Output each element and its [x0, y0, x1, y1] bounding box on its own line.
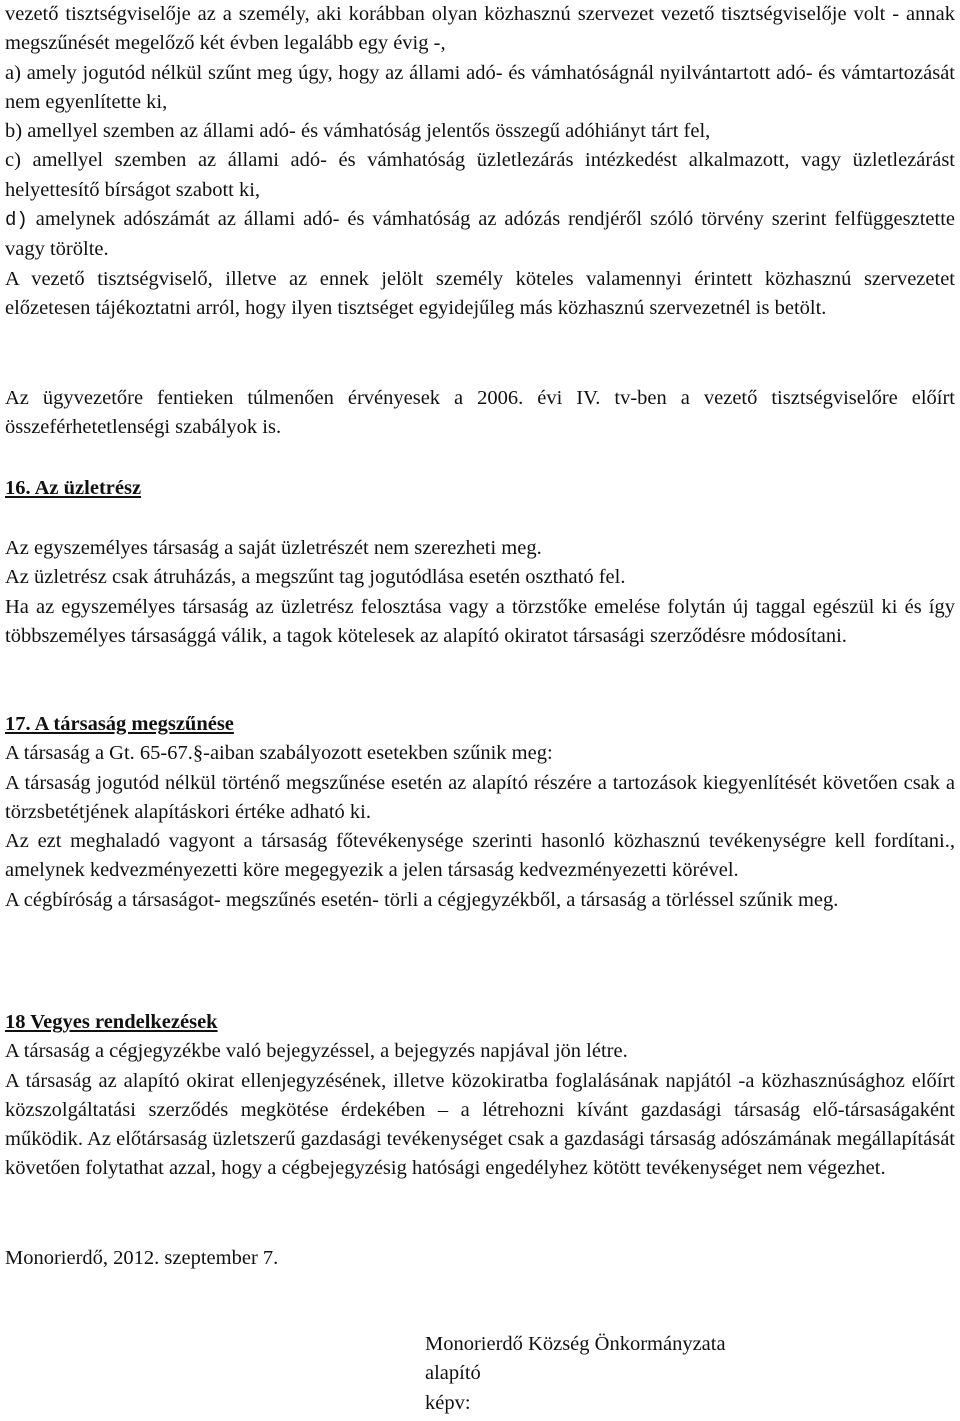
list-item-d: [5, 205, 955, 265]
list-marker-d: d): [5, 209, 28, 232]
section-18-paragraph: A társaság az alapító okirat ellenjegyzésének, illetve közokiratba foglalásának napjától -a közhasznúsághoz előírt közszolgáltatási szerződés megkötése érdekében – a létrehozni kívánt gazdasági társaság elő-társaságaként működik. Az előtársaság üzletszerű gazdasági tevékenységet csak a gazdasági társaság adószámának megállapítását követően folytathat azzal, hogy a cégbejegyzésig hatósági engedélyhez kötött tevékenységet nem végezhet.: [5, 1069, 955, 1180]
list-item-b: b) amellyel szemben az állami adó- és vámhatóság jelentős összegű adóhiányt tárt fel,: [5, 120, 711, 143]
list-item-a: a) amely jogutód nélkül szűnt meg úgy, hogy az állami adó- és vámhatóságnál nyilvántartott adó- és vámtartozását nem egyenlítette ki,: [5, 61, 955, 113]
place-date: [5, 1244, 955, 1273]
signature-line: képv:: [425, 1391, 471, 1414]
place-date-text: Monorierdő, 2012. szeptember 7.: [5, 1247, 279, 1269]
section-17-paragraph: Az ezt meghaladó vagyont a társaság főtevékenysége szerinti hasonló közhasznú tevékenységre kell fordítani., amelynek kedvezményezetti köre megegyezik a jelen társaság kedvezményezetti körével.: [5, 830, 955, 882]
section-17: [5, 710, 955, 915]
paragraph-manager-rules: Az ügyvezetőre fentieken túlmenően érvényesek a 2006. évi IV. tv-ben a vezető tisztségviselőre előírt összeférhetetlenségi szabályok is.: [5, 387, 955, 439]
section-16-paragraph: Ha az egyszemélyes társaság az üzletrész felosztása vagy a törzstőke emelése folytán új taggal egészül ki és így többszemélyes társasággá válik, a tagok kötelesek az alapító okiratot társasági szerződésre módosítani.: [5, 595, 955, 647]
section-17-paragraph: A cégbíróság a társaságot- megszűnés esetén- törli a cégjegyzékből, a társaság a törléssel szűnik meg.: [5, 888, 839, 911]
list-item-d-text: amelynek adószámát az állami adó- és vámhatóság az adózás rendjéről szóló törvény szerint felfüggesztette vagy törölte.: [5, 208, 955, 261]
paragraph-intro: vezető tisztségviselője az a személy, aki korábban olyan közhasznú szervezet vezető tisztségviselője volt - annak megszűnését megelőző két évben legalább egy évig -,: [5, 3, 955, 55]
signature-line: alapító: [425, 1362, 481, 1385]
signature-block: [425, 1330, 945, 1418]
section-18-heading: 18 Vegyes rendelkezések: [5, 1011, 218, 1033]
eligibility-block: [5, 0, 955, 323]
list-item-c: c) amellyel szemben az állami adó- és vámhatóság üzletlezárás intézkedést alkalmazott, vagy üzletlezárást helyettesítő bírságot szabott ki,: [5, 149, 955, 201]
section-17-heading: 17. A társaság megszűnése: [5, 713, 234, 735]
section-17-paragraph: A társaság a Gt. 65-67.§-aiban szabályozott esetekben szűnik meg:: [5, 742, 553, 765]
section-16: [5, 474, 955, 503]
section-16-paragraph: Az egyszemélyes társaság a saját üzletrészét nem szerezheti meg.: [5, 537, 542, 559]
section-16-paragraph: Az üzletrész csak átruházás, a megszűnt tag jogutódlása esetén osztható fel.: [5, 566, 626, 589]
manager-rules-block: [5, 384, 955, 443]
paragraph-notification: A vezető tisztségviselő, illetve az ennek jelölt személy köteles valamennyi érintett közhasznú szervezetet előzetesen tájékoztatni arról, hogy ilyen tisztséget egyidejűleg más közhasznú szervezetnél is betölt.: [5, 267, 955, 319]
signature-line: Monorierdő Község Önkormányzata: [425, 1333, 726, 1355]
section-18-paragraph: A társaság a cégjegyzékbe való bejegyzéssel, a bejegyzés napjával jön létre.: [5, 1040, 628, 1063]
section-16-body: [5, 534, 955, 651]
section-18: [5, 1008, 955, 1184]
section-16-heading: 16. Az üzletrész: [5, 477, 142, 499]
section-17-paragraph: A társaság jogutód nélkül történő megszűnése esetén az alapító részére a tartozások kiegyenlítését követően csak a törzsbetétjének alapításkori értéke adható ki.: [5, 771, 955, 823]
